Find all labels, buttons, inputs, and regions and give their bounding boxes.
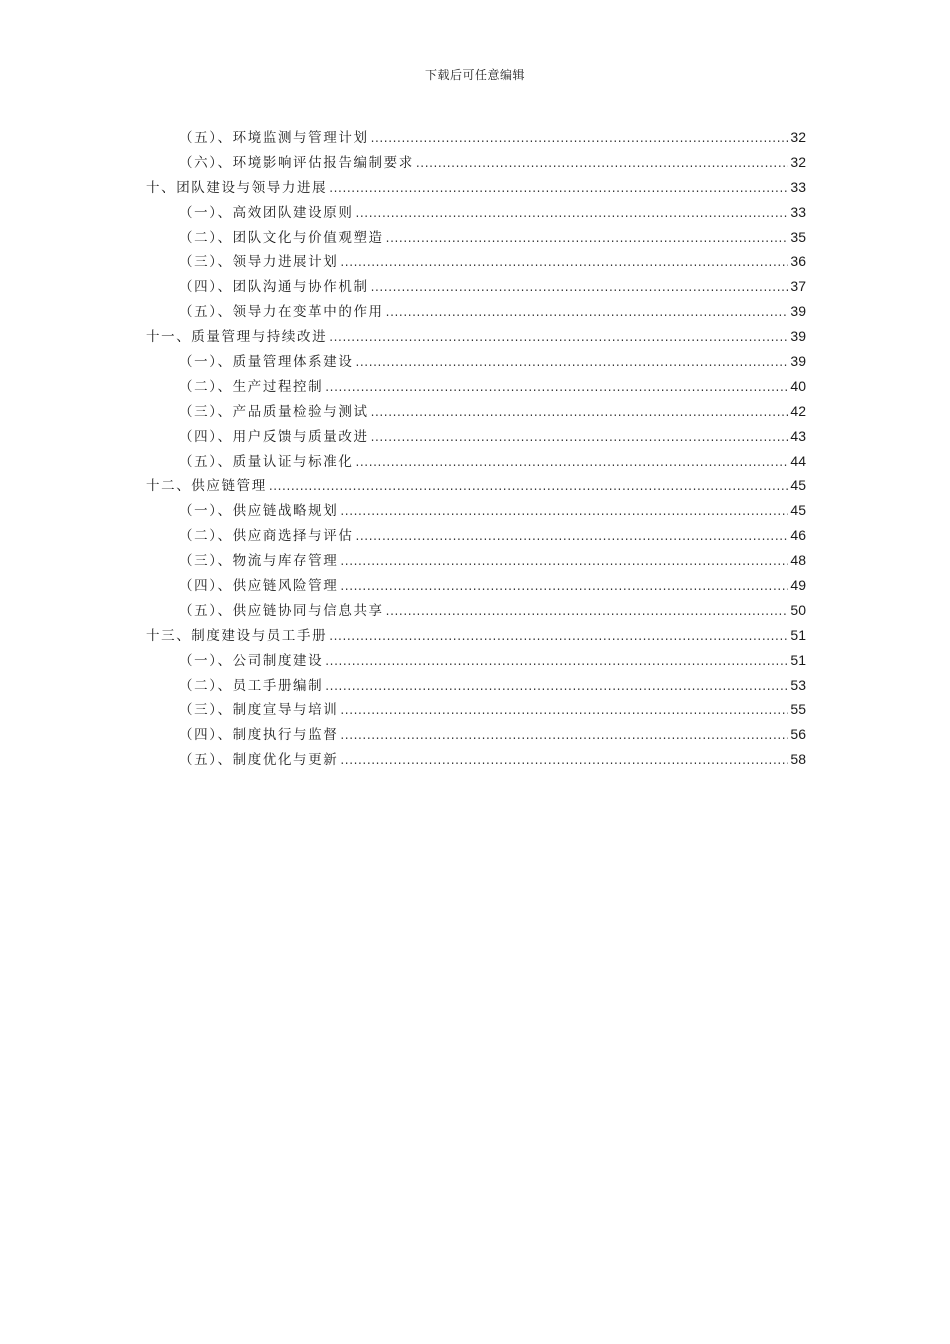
- toc-dot-leader: [325, 375, 788, 400]
- toc-page-number: 45: [790, 477, 806, 494]
- toc-dot-leader: [329, 624, 788, 649]
- toc-dot-leader: [329, 325, 788, 350]
- toc-entry-title: 十、团队建设与领导力进展: [146, 179, 328, 196]
- toc-entry-title: （二）、供应商选择与评估: [179, 528, 354, 545]
- toc-entry-title: （四）、团队沟通与协作机制: [179, 279, 369, 296]
- toc-section-entry[interactable]: [146, 498, 806, 523]
- toc-entry-title: （一）、质量管理体系建设: [179, 354, 354, 371]
- toc-entry-title: （五）、供应链协同与信息共享: [179, 602, 384, 619]
- toc-dot-leader: [340, 698, 788, 723]
- toc-section-entry[interactable]: [146, 249, 806, 274]
- toc-entry-title: （五）、制度优化与更新: [179, 752, 339, 769]
- toc-section-entry[interactable]: [146, 274, 806, 299]
- toc-chapter-entry[interactable]: [146, 324, 806, 349]
- toc-page-number: 36: [790, 253, 806, 270]
- toc-entry-title: （一）、公司制度建设: [179, 652, 324, 669]
- toc-entry-title: （二）、员工手册编制: [179, 677, 324, 694]
- toc-dot-leader: [340, 549, 788, 574]
- toc-dot-leader: [416, 151, 789, 176]
- toc-dot-leader: [371, 425, 789, 450]
- toc-dot-leader: [371, 126, 789, 151]
- toc-section-entry[interactable]: [146, 299, 806, 324]
- toc-page-number: 51: [790, 651, 806, 668]
- toc-page-number: 39: [790, 328, 806, 345]
- toc-page-number: 33: [790, 178, 806, 195]
- toc-page-number: 46: [790, 527, 806, 544]
- toc-entry-title: （一）、高效团队建设原则: [179, 204, 354, 221]
- toc-dot-leader: [371, 400, 789, 425]
- toc-section-entry[interactable]: [146, 722, 806, 747]
- toc-section-entry[interactable]: [146, 573, 806, 598]
- toc-entry-title: （六）、环境影响评估报告编制要求: [179, 154, 414, 171]
- toc-entry-title: （三）、领导力进展计划: [179, 254, 339, 271]
- toc-dot-leader: [355, 524, 788, 549]
- toc-dot-leader: [340, 574, 788, 599]
- toc-section-entry[interactable]: [146, 747, 806, 772]
- toc-page-number: 39: [790, 353, 806, 370]
- toc-entry-title: （四）、供应链风险管理: [179, 578, 339, 595]
- toc-entry-title: （五）、质量认证与标准化: [179, 453, 354, 470]
- toc-dot-leader: [386, 599, 789, 624]
- toc-section-entry[interactable]: [146, 449, 806, 474]
- toc-section-entry[interactable]: [146, 125, 806, 150]
- toc-section-entry[interactable]: [146, 150, 806, 175]
- toc-page-number: 53: [790, 676, 806, 693]
- toc-dot-leader: [355, 201, 788, 226]
- toc-dot-leader: [340, 723, 788, 748]
- toc-entry-title: 十三、制度建设与员工手册: [146, 627, 328, 644]
- toc-dot-leader: [355, 450, 788, 475]
- toc-chapter-entry[interactable]: [146, 623, 806, 648]
- toc-entry-title: （二）、团队文化与价值观塑造: [179, 229, 384, 246]
- toc-entry-title: （四）、制度执行与监督: [179, 727, 339, 744]
- toc-page-number: 35: [790, 228, 806, 245]
- toc-dot-leader: [355, 350, 788, 375]
- toc-dot-leader: [340, 748, 788, 773]
- toc-section-entry[interactable]: [146, 548, 806, 573]
- toc-page-number: 51: [790, 626, 806, 643]
- toc-page-number: 33: [790, 203, 806, 220]
- toc-page-number: 56: [790, 726, 806, 743]
- toc-entry-title: （三）、产品质量检验与测试: [179, 403, 369, 420]
- toc-section-entry[interactable]: [146, 648, 806, 673]
- toc-page-number: 32: [790, 129, 806, 145]
- toc-page-number: 43: [790, 427, 806, 444]
- toc-section-entry[interactable]: [146, 399, 806, 424]
- toc-entry-title: （三）、制度宣导与培训: [179, 702, 339, 719]
- toc-page-number: 50: [790, 601, 806, 618]
- toc-page-number: 32: [790, 153, 806, 170]
- toc-section-entry[interactable]: [146, 673, 806, 698]
- toc-section-entry[interactable]: [146, 374, 806, 399]
- toc-page-number: 40: [790, 377, 806, 394]
- toc-dot-leader: [325, 674, 788, 699]
- toc-dot-leader: [371, 275, 789, 300]
- toc-dot-leader: [340, 499, 788, 524]
- toc-page-number: 45: [790, 502, 806, 519]
- toc-page-number: 37: [790, 278, 806, 295]
- toc-page-number: 39: [790, 303, 806, 320]
- toc-section-entry[interactable]: [146, 200, 806, 225]
- toc-entry-title: 十一、质量管理与持续改进: [146, 329, 328, 346]
- toc-dot-leader: [269, 474, 789, 499]
- toc-entry-title: （一）、供应链战略规划: [179, 503, 339, 520]
- toc-page-number: 42: [790, 402, 806, 419]
- toc-page-number: 58: [790, 751, 806, 768]
- toc-dot-leader: [329, 176, 788, 201]
- toc-dot-leader: [340, 250, 788, 275]
- toc-section-entry[interactable]: [146, 349, 806, 374]
- toc-dot-leader: [325, 649, 788, 674]
- toc-dot-leader: [386, 226, 789, 251]
- toc-chapter-entry[interactable]: [146, 175, 806, 200]
- toc-page-number: 44: [790, 452, 806, 469]
- toc-entry-title: （四）、用户反馈与质量改进: [179, 428, 369, 445]
- toc-section-entry[interactable]: [146, 697, 806, 722]
- toc-page-number: 55: [790, 701, 806, 718]
- toc-entry-title: （二）、生产过程控制: [179, 378, 324, 395]
- toc-section-entry[interactable]: [146, 598, 806, 623]
- toc-page-number: 49: [790, 577, 806, 594]
- toc-dot-leader: [386, 300, 789, 325]
- page-header: 下载后可任意编辑: [424, 68, 525, 82]
- toc-entry-title: 十二、供应链管理: [146, 478, 267, 495]
- toc-entry-title: （五）、环境监测与管理计划: [179, 130, 369, 146]
- toc-section-entry[interactable]: [146, 225, 806, 250]
- toc-section-entry[interactable]: [146, 523, 806, 548]
- toc-section-entry[interactable]: [146, 424, 806, 449]
- toc-chapter-entry[interactable]: [146, 473, 806, 498]
- table-of-contents: [146, 125, 806, 772]
- toc-page-number: 48: [790, 552, 806, 569]
- toc-entry-title: （五）、领导力在变革中的作用: [179, 304, 384, 321]
- toc-entry-title: （三）、物流与库存管理: [179, 553, 339, 570]
